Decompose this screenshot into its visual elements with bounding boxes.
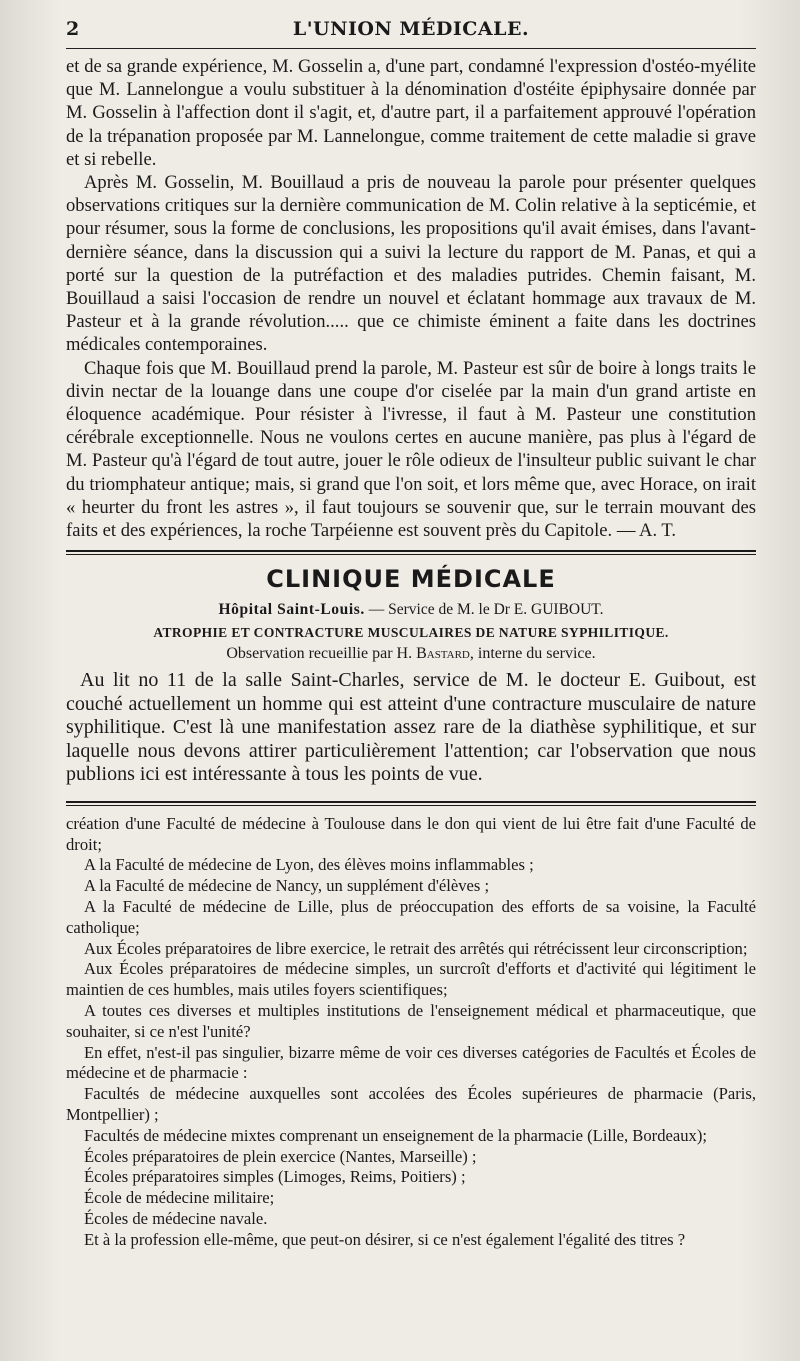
feuilleton-line: En effet, n'est-il pas singulier, bizarre même de voir ces diverses catégories de Facultés et Écoles de médecine et de pharmacie : [66, 1042, 756, 1083]
feuilleton-line: Facultés de médecine mixtes comprenant un enseignement de la pharmacie (Lille, Bordeaux); [84, 1125, 707, 1145]
section-title: CLINIQUE MÉDICALE [266, 565, 556, 594]
observation-author: Bastard [416, 645, 470, 663]
feuilleton-line: A la Faculté de médecine de Nancy, un supplément d'élèves ; [84, 876, 490, 896]
article-body [66, 55, 756, 542]
case-subtitle: ATROPHIE ET CONTRACTURE MUSCULAIRES DE NATURE SYPHILITIQUE. [153, 625, 669, 641]
feuilleton-line: A la Faculté de médecine de Lille, plus de préoccupation des efforts de sa voisine, la Faculté catholique; [66, 896, 756, 937]
article-paragraph: Après M. Gosselin, M. Bouillaud a pris de nouveau la parole pour présenter quelques observations critiques sur la dernière communication de M. Colin relative à la septicémie, et pour résumer, sous la forme de conclusions, les propositions qu'il avait émises, dans l'avant-dernière séance, dans la discussion qui a suivi la lecture du rapport de M. Panas, et qui a porté sur la question de la putréfaction et des maladies putrides. Chemin faisant, M. Bouillaud a saisi l'occasion de rendre un nouvel et éclatant hommage aux travaux de M. Pasteur et à la grande révolution..... que ce chimiste éminent a faite dans les doctrines médicales contemporaines. [66, 172, 756, 356]
article-paragraph: et de sa grande expérience, M. Gosselin a, d'une part, condamné l'expression d'ostéo-myélite que M. Lannelongue a voulu substituer à la dénomination d'ostéite épiphysaire donnée par M. Gosselin à l'affection dont il s'agit, et, d'autre part, il a parfaitement approuvé l'opération de la trépanation proposée par M. Lannelongue, comme traitement de cette maladie si grave et si rebelle. [66, 56, 756, 170]
feuilleton-line: Aux Écoles préparatoires de libre exercice, le retrait des arrêtés qui rétrécissent leur circonscription; [84, 938, 748, 958]
hospital-name: Hôpital Saint-Louis. [218, 601, 365, 619]
feuilleton-line: création d'une Faculté de médecine à Toulouse dans le don qui vient de lui être fait d'une Faculté de droit; [66, 813, 756, 854]
feuilleton-line: A toutes ces diverses et multiples institutions de l'enseignement médical et pharmaceutique, que souhaiter, si ce n'est l'unité? [66, 1000, 756, 1041]
feuilleton-line: Écoles de médecine navale. [84, 1208, 268, 1228]
article-paragraph [66, 357, 756, 543]
page-number: 2 [66, 18, 80, 40]
feuilleton-line: École de médecine militaire; [84, 1188, 275, 1208]
hospital-line [66, 601, 756, 619]
feuilleton-body [66, 814, 756, 1251]
article-paragraph-text: Chaque fois que M. Bouillaud prend la parole, M. Pasteur est sûr de boire à longs traits le divin nectar de la louange dans une coupe d'or ciselée par la main d'un grand artiste en éloquence académique. Pour résister à l'ivresse, il faut à M. Pasteur une constitution cérébrale exceptionnelle. Nous ne voulons certes en aucune manière, pas plus à l'égard de M. Pasteur qu'à l'égard de tout autre, jouer le rôle odieux de l'insulteur public suivant le char du triomphateur antique; mais, si grand que l'on soit, et lors même que, avec Horace, on irait « heurter du front les astres », il faut toujours se souvenir que, sur le terrain mouvant des faits et des expériences, la roche Tarpéienne est souvent près du Capitole. [66, 357, 756, 542]
running-title: L'UNION MÉDICALE. [292, 18, 530, 40]
observation-suffix: , interne du service. [469, 645, 596, 663]
feuilleton-line: Écoles préparatoires de plein exercice (Nantes, Marseille) ; [84, 1146, 477, 1166]
article-signature: — A. T. [616, 520, 677, 542]
feuilleton-divider [66, 801, 756, 806]
hospital-service: — Service de M. le Dr E. GUIBOUT. [364, 601, 604, 619]
section-divider [66, 550, 756, 555]
feuilleton-line: Facultés de médecine auxquelles sont accolées des Écoles supérieures de pharmacie (Paris, Montpellier) ; [66, 1084, 756, 1124]
observation-prefix: Observation recueillie par H. [226, 645, 417, 663]
case-text: Au lit no 11 de la salle Saint-Charles, service de M. le docteur E. Guibout, est couché actuellement un homme qui est atteint d'une contracture musculaire de nature syphilitique. C'est là une manifestation assez rare de la diathèse syphilitique, et sur laquelle nous devons attirer particulièrement l'attention; car l'observation que nous publions ici est intéressante à tous les points de vue. [66, 669, 756, 786]
feuilleton-line: Écoles préparatoires simples (Limoges, Reims, Poitiers) ; [84, 1167, 466, 1187]
feuilleton-line: Et à la profession elle-même, que peut-on désirer, si ce n'est également l'égalité des titres ? [84, 1229, 686, 1249]
page-header [66, 18, 756, 49]
feuilleton-line: A la Faculté de médecine de Lyon, des élèves moins inflammables ; [84, 855, 534, 875]
observation-line [66, 645, 756, 663]
feuilleton-line: Aux Écoles préparatoires de médecine simples, un surcroît d'efforts et d'activité qui légitiment le maintien de ces humbles, mais utiles foyers scientifiques; [66, 959, 756, 1000]
